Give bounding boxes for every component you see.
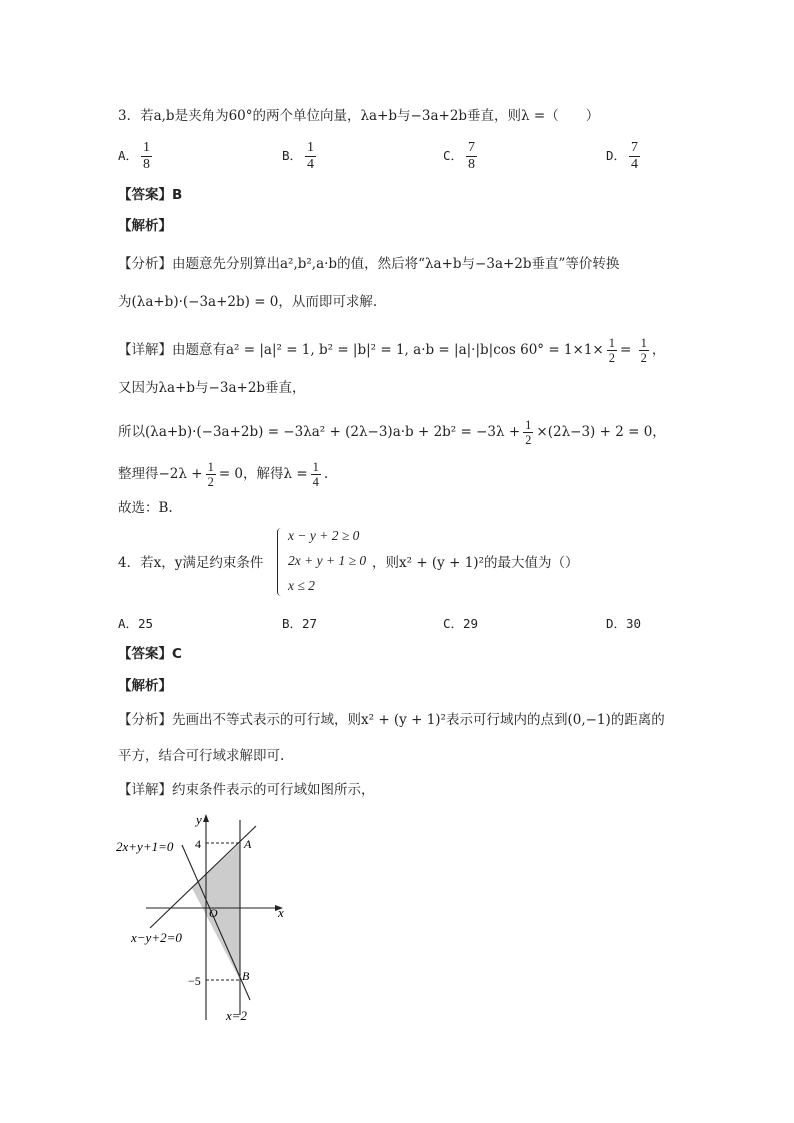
q3-stem: 3．若a,b是夹角为60°的两个单位向量，λa+b与−3a+2b垂直，则λ =（ ） — [118, 108, 600, 124]
line-label-2x-plus-y: 2x+y+1=0 — [116, 839, 174, 854]
q4-answer: 【答案】C — [118, 646, 182, 662]
option-fraction: $\frac{1}{4}$ — [307, 140, 315, 172]
fraction-quarter: $\frac{1}{4}$ — [312, 460, 319, 489]
q3-suoyi-line: 所以(λa+b)·(−3a+2b) = −3λa² + (2λ−3)a·b + 2b² = −3λ + $\frac{1}{2}$ ×(2λ−3) + 2 = 0， — [118, 418, 666, 447]
x-axis-label: x — [278, 905, 284, 920]
q3-fenxi-line2: 为(λa+b)·(−3a+2b) = 0，从而即可求解. — [118, 294, 378, 310]
q4-fenxi-line1: 【分析】先画出不等式表示的可行域，则x² + (y + 1)²表示可行域内的点到(0,−1)的距离的 — [118, 712, 665, 728]
tick-4: 4 — [195, 837, 201, 851]
fraction-half: $\frac{1}{2}$ — [608, 336, 615, 365]
q3-guxuan: 故选：B. — [118, 500, 173, 516]
option-fraction: $\frac{1}{8}$ — [143, 140, 151, 172]
fraction-half: $\frac{1}{2}$ — [640, 336, 647, 365]
q3-fenxi-line1: 【分析】由题意先分别算出a²,b²,a·b的值，然后将“λa+b与−3a+2b垂直”等价转换 — [118, 256, 620, 272]
y-axis-label: y — [196, 812, 202, 827]
q4-constraint-3: x ≤ 2 — [288, 578, 315, 593]
q4-constraint-2: 2x + y + 1 ≥ 0 — [288, 553, 367, 568]
option-letter: C． — [443, 148, 464, 163]
line-label-x-eq-2: x=2 — [226, 1008, 248, 1023]
q4-xiangjie: 【详解】约束条件表示的可行域如图所示， — [118, 782, 375, 798]
option-letter: D． — [606, 148, 627, 163]
y-axis-arrow — [203, 814, 209, 822]
q4-stem-post: ，则x² + (y + 1)²的最大值为（） — [372, 555, 579, 571]
fraction-half: $\frac{1}{2}$ — [525, 418, 532, 447]
fraction-half: $\frac{1}{2}$ — [207, 460, 214, 489]
q4-analysis-label: 【解析】 — [118, 678, 172, 694]
q4-stem-pre: 4．若x，y满足约束条件 — [118, 555, 264, 571]
q3-xiangjie-line1: 【详解】由题意有a² = |a|² = 1, b² = |b|² = 1, a·b = |a|·|b|cos 60° = 1×1× $\frac{1}{2}$ = $\frac{1}{2}$ ， — [118, 336, 666, 365]
q3-answer: 【答案】B — [118, 187, 183, 203]
q4-fenxi-line2: 平方，结合可行域求解即可. — [118, 748, 285, 764]
q4-option-b: B．27 — [282, 616, 318, 631]
point-a-label: A — [244, 837, 252, 851]
line-label-x-minus-y: x−y+2=0 — [131, 930, 182, 945]
option-letter: B． — [282, 148, 303, 163]
q4-constraint-1: x − y + 2 ≥ 0 — [288, 528, 360, 543]
option-fraction: $\frac{7}{4}$ — [631, 140, 639, 172]
option-fraction: $\frac{7}{8}$ — [468, 140, 476, 172]
option-letter: A． — [118, 148, 139, 163]
q4-option-a: A．25 — [118, 616, 154, 631]
tick-neg5: −5 — [188, 974, 201, 988]
origin-label: O — [209, 906, 218, 920]
q3-youyinwei: 又因为λa+b与−3a+2b垂直， — [118, 380, 306, 396]
q4-option-c: C．29 — [443, 616, 479, 631]
q4-option-d: D．30 — [606, 616, 642, 631]
q3-zhengli-line: 整理得−2λ + $\frac{1}{2}$ = 0，解得λ = $\frac{1}{4}$ . — [118, 460, 329, 489]
point-b-label: B — [242, 969, 250, 983]
q3-analysis-label: 【解析】 — [118, 218, 172, 234]
